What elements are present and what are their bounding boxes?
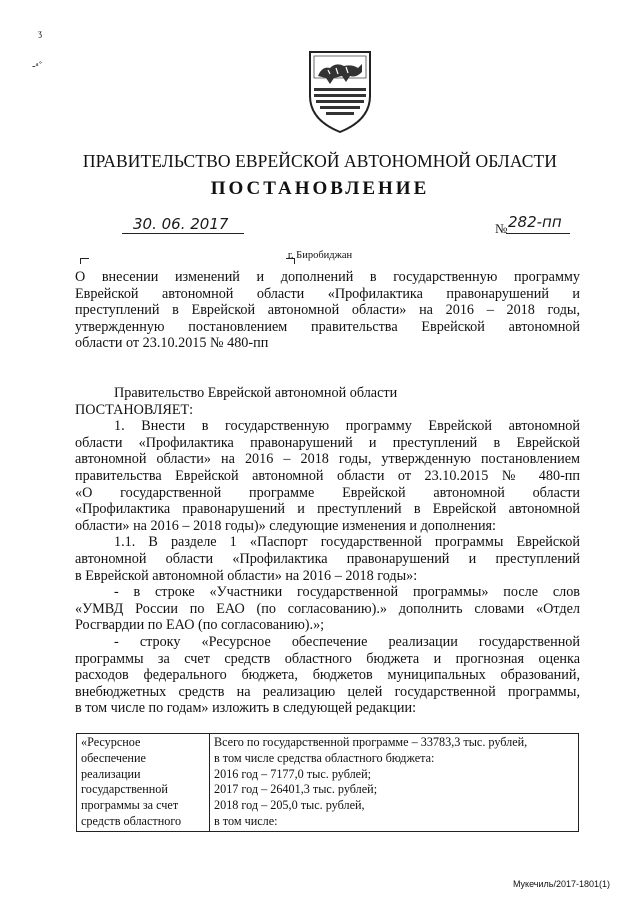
body-line: области» на 2016 – 2018 годы)» следующие изменения и дополнения:: [75, 517, 497, 534]
margin-mark-2: -ᵃ˚: [32, 60, 43, 72]
body-line: правительства Еврейской автономной области от 23.10.2015 № 480-пп: [75, 467, 580, 484]
body-line: в Еврейской автономной области» на 2016 – 2018 годы»:: [75, 567, 418, 584]
intro-line: Правительство Еврейской автономной области: [114, 385, 398, 401]
table-left-line: обеспечение: [81, 750, 146, 765]
body-line: «О государственной программе Еврейской автономной области: [75, 484, 580, 501]
table-right-line: 2018 год – 205,0 тыс. рублей,: [214, 798, 365, 813]
body-lines: [75, 418, 580, 717]
title-line: утвержденную постановлением правительства Еврейской автономной: [75, 318, 580, 335]
title-line: Еврейской автономной области «Профилактика правонарушений и: [75, 285, 580, 302]
body-line: в том числе по годам» изложить в следующей редакции:: [75, 700, 417, 717]
table-right-line: в том числе средства областного бюджета:: [214, 750, 435, 765]
coat-of-arms-emblem: [306, 48, 374, 134]
table-left-line: «Ресурсное: [81, 735, 141, 749]
document-date: 30. 06. 2017: [133, 215, 229, 233]
document-number: 282-пп: [508, 213, 562, 231]
body-line: 1.1. В разделе 1 «Паспорт государственной программы Еврейской: [114, 534, 580, 551]
table-row: [77, 734, 579, 832]
body-line: 1. Внести в государственную программу Еврейской автономной: [114, 418, 580, 435]
body-line: - строку «Ресурсное обеспечение реализации государственной: [114, 633, 580, 650]
table-right-cell: [210, 734, 579, 832]
title-corner-left: [80, 258, 89, 264]
table-right-line: Всего по государственной программе – 33783,3 тыс. рублей,: [214, 735, 528, 749]
government-name: ПРАВИТЕЛЬСТВО ЕВРЕЙСКОЙ АВТОНОМНОЙ ОБЛАСТИ: [82, 151, 558, 171]
document-body: [75, 385, 580, 717]
resource-table: [76, 733, 579, 832]
title-corner-right: [286, 258, 295, 264]
body-line: автономной области» на 2016 – 2018 годы, утвержденную постановлением: [75, 451, 580, 468]
body-line: расходов федерального бюджета, бюджетов муниципальных образований,: [75, 667, 580, 684]
number-underline: [506, 233, 570, 234]
footer-code: Мукечиль/2017-1801(1): [512, 879, 610, 889]
body-line: внебюджетных средств на реализацию целей государственной программы,: [75, 683, 580, 700]
table-left-line: государственной: [81, 782, 168, 797]
title-line: области от 23.10.2015 № 480-пп: [75, 335, 269, 352]
body-line: «Профилактика правонарушений и преступлений в Еврейской автономной: [75, 501, 580, 518]
city: г. Биробиджан: [287, 250, 353, 261]
body-line: области «Профилактика правонарушений и преступлений в Еврейской: [75, 434, 580, 451]
title-line: О внесении изменений и дополнений в государственную программу: [75, 269, 580, 285]
body-line: «УМВД России по ЕАО (по согласованию).» дополнить словами «Отдел: [75, 600, 580, 617]
margin-mark: ʒ: [38, 28, 42, 38]
number-label: №: [495, 221, 508, 236]
decree-word: ПОСТАНОВЛЯЕТ:: [75, 401, 194, 418]
date-underline: [122, 233, 244, 234]
body-line: программы за счет средств областного бюджета и прогнозная оценка: [75, 650, 580, 667]
document-type: ПОСТАНОВЛЕНИЕ: [210, 178, 430, 199]
table-right-line: 2016 год – 7177,0 тыс. рублей;: [214, 766, 371, 781]
table-left-line: реализации: [81, 766, 141, 781]
body-line: автономной области «Профилактика правонарушений и преступлений: [75, 550, 580, 567]
table-right-line: в том числе:: [214, 813, 278, 828]
table-left-cell: [77, 734, 210, 832]
table-left-line: программы за счет: [81, 798, 179, 813]
body-line: Росгвардии по ЕАО (по согласованию).»;: [75, 617, 325, 634]
title-line: преступлений в Еврейской автономной области» на 2016 – 2018 годы,: [75, 302, 580, 319]
table-left-line: средств областного: [81, 813, 182, 828]
table-right-line: 2017 год – 26401,3 тыс. рублей;: [214, 782, 378, 797]
document-title: [75, 269, 580, 352]
body-line: - в строке «Участники государственной программы» после слов: [114, 584, 580, 601]
